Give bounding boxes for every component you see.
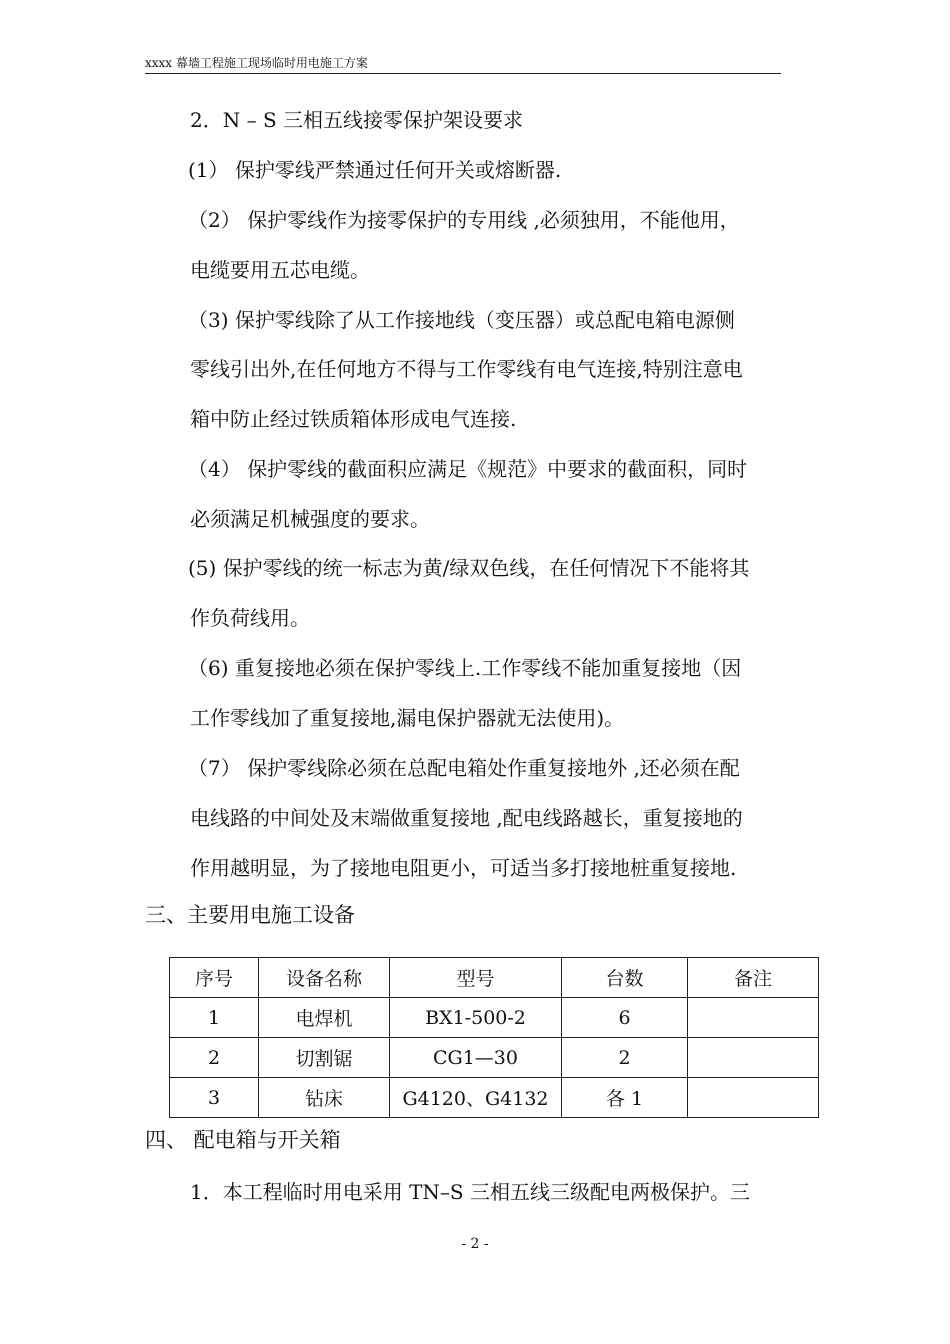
paragraph-line: （4） 保护零线的截面积应满足《规范》中要求的截面积，同时 [188, 457, 748, 481]
paragraph-line: (5) 保护零线的统一标志为黄/绿双色线，在任何情况下不能将其 [188, 556, 750, 580]
section-heading-equipment: 三、主要用电施工设备 [145, 903, 355, 927]
page-number: - 2 - [461, 1236, 489, 1252]
table-row [170, 1038, 819, 1078]
table-cell: 6 [562, 998, 688, 1038]
table-cell [688, 1078, 819, 1118]
table-cell: 1 [170, 998, 259, 1038]
header-cell-no: 序号 [170, 958, 259, 998]
table-header-row [170, 958, 819, 998]
subsection-title: 2．N – S 三相五线接零保护架设要求 [190, 108, 523, 132]
table-row [170, 1078, 819, 1118]
header-cell-model: 型号 [390, 958, 562, 998]
paragraph-line: 作负荷线用。 [190, 606, 310, 630]
table-cell: 各 1 [562, 1078, 688, 1118]
paragraph-line: （6) 重复接地必须在保护零线上.工作零线不能加重复接地（因 [188, 656, 742, 680]
paragraph-line: 作用越明显，为了接地电阻更小，可适当多打接地桩重复接地. [190, 856, 737, 880]
paragraph-line: （3) 保护零线除了从工作接地线（变压器）或总配电箱电源侧 [188, 308, 735, 332]
table-row [170, 998, 819, 1038]
paragraph-line: 必须满足机械强度的要求。 [190, 507, 430, 531]
table-cell: 切割锯 [259, 1038, 390, 1078]
table-cell: 电焊机 [259, 998, 390, 1038]
table-cell: 钻床 [259, 1078, 390, 1118]
table-cell: G4120、G4132 [390, 1078, 562, 1118]
paragraph-line: 1．本工程临时用电采用 TN–S 三相五线三级配电两极保护。三 [190, 1180, 750, 1204]
paragraph-line: 电线路的中间处及末端做重复接地 ,配电线路越长，重复接地的 [190, 806, 743, 830]
equipment-table [169, 957, 819, 1118]
page-header: xxxx 幕墙工程施工现场临时用电施工方案 [145, 56, 781, 74]
paragraph-line: 电缆要用五芯电缆。 [190, 258, 370, 282]
header-cell-count: 台数 [562, 958, 688, 998]
paragraph-line: 箱中防止经过铁质箱体形成电气连接. [190, 407, 517, 431]
paragraph-line: （2） 保护零线作为接零保护的专用线 ,必须独用，不能他用， [188, 208, 740, 232]
table-cell [688, 1038, 819, 1078]
paragraph-line: 零线引出外,在任何地方不得与工作零线有电气连接,特别注意电 [190, 357, 743, 381]
paragraph-line: （7） 保护零线除必须在总配电箱处作重复接地外 ,还必须在配 [188, 756, 740, 780]
table-cell: BX1-500-2 [390, 998, 562, 1038]
table-cell: CG1—30 [390, 1038, 562, 1078]
table-cell: 2 [562, 1038, 688, 1078]
header-cell-remark: 备注 [688, 958, 819, 998]
table-cell [688, 998, 819, 1038]
table-cell: 2 [170, 1038, 259, 1078]
table-cell: 3 [170, 1078, 259, 1118]
header-cell-name: 设备名称 [259, 958, 390, 998]
paragraph-line: (1） 保护零线严禁通过任何开关或熔断器. [188, 158, 562, 182]
paragraph-line: 工作零线加了重复接地,漏电保护器就无法使用)。 [190, 706, 625, 730]
section-heading-distribution: 四、 配电箱与开关箱 [145, 1128, 341, 1152]
